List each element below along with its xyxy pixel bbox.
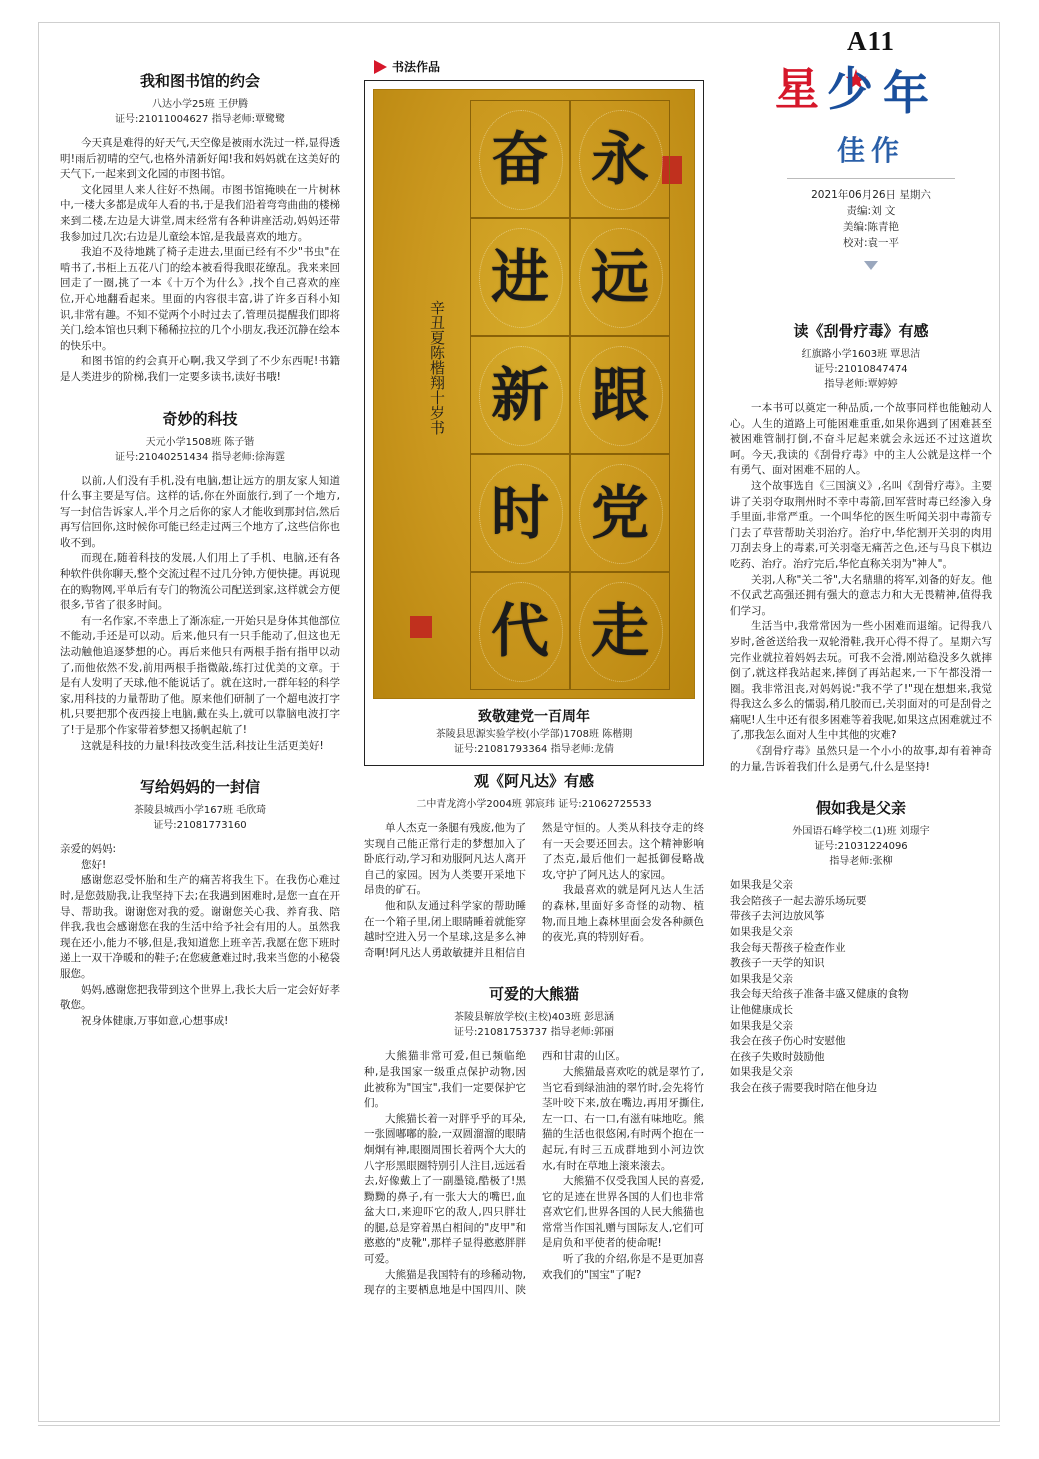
article-body <box>60 136 340 386</box>
article-byline: 茶陵县解放学校(主校)403班 彭思涵 <box>453 1012 615 1024</box>
paragraph: 亲爱的妈妈: <box>60 843 117 856</box>
calligraphy-grid <box>470 100 670 690</box>
paragraph: 这就是科技的力量!科技改变生活,科技让生活更美好! <box>81 739 324 752</box>
masthead-logo <box>771 62 971 127</box>
paragraph: 大熊猫最喜欢吃的就是翠竹了,当它看到绿油油的翠竹时,会先将竹茎叶咬下来,放在嘴边,再用牙撕住,左一口、右一口,有滋有味地吃。熊猫的生活也很悠闲,有时两个抱在一起玩,有时三五成群地到小河边饮水,有时在草地上滚来滚去。 <box>542 1065 704 1172</box>
calligraphy-feature <box>364 58 704 766</box>
masthead-date: 2021年06月26日 星期六 <box>811 189 931 201</box>
paragraph: 我迫不及待地跳了椅子走进去,里面已经有不少"书虫"在啃书了,书柜上五花八门的绘本被看得我眼花缭乱。我来来回回走了一圈,挑了一本《十万个为什么》,找个自己喜欢的座位,开心地翻看起来。里面的内容很丰富,讲了许多百科小知识,非常有趣。不知不觉两个小时过去了,管理员提醒我们即将关门,绘本馆也只剩下稀稀拉拉的几个小朋友,我还沉静在绘本的快乐中。 <box>60 246 340 352</box>
poem-line: 带孩子去河边放风筝 <box>730 910 825 923</box>
paragraph: 今天真是难得的好天气,天空像是被雨水洗过一样,显得透明!雨后初晴的空气,也格外清新好闻!我和妈妈就在这美好的天气下,一起来到文化园的市图书馆。 <box>60 137 340 181</box>
article-byline: 天元小学1508班 陈子锴 <box>145 436 255 448</box>
poem-line: 如果我是父亲 <box>730 1019 793 1032</box>
article-teacher: 指导老师:覃婷婷 <box>824 379 898 390</box>
logo-char-shao: 少 <box>827 62 873 116</box>
article-title: 观《阿凡达》有感 <box>473 772 594 790</box>
article-id: 证号:21081773160 <box>153 820 247 832</box>
article-id: 证号:21081753737 指导老师:郭丽 <box>454 1027 614 1039</box>
article-title: 奇妙的科技 <box>162 409 238 428</box>
paragraph: 祝身体健康,万事如意,心想事成! <box>81 1014 229 1027</box>
article-teacher: 指导老师:张柳 <box>829 856 893 868</box>
paragraph: 他和队友通过科学家的帮助睡在一个箱子里,闭上眼睛睡着就能穿越时空进入另一个星球,这是多么神奇啊!阿凡达人勇敢敏捷并且相信自然是守恒的。人类从科技夺走的终有一天会要还回去。这个精神影响了杰克,最后他们一起抵御侵略战攻,守护了阿凡达人的家园。 <box>364 822 704 959</box>
article-byline: 外国语石峰学校二(1)班 刘璟宇 <box>792 826 930 838</box>
article-if-i-were-father <box>730 797 992 1096</box>
calligraphy-cell <box>470 336 570 454</box>
masthead-ornament-icon <box>864 261 878 270</box>
paragraph: 我最喜欢的就是阿凡达人生活的森林,里面好多奇怪的动物、植物,而且地上森林里面会发各种颜色的夜光,真的特别好看。 <box>542 884 704 944</box>
column-left <box>60 70 340 1051</box>
article-byline: 茶陵县城西小学167班 毛欣琦 <box>133 805 267 817</box>
calligraphy-cell <box>470 100 570 218</box>
article-title: 我和图书馆的约会 <box>139 72 260 90</box>
paragraph: 这个故事选自《三国演义》,名叫《刮骨疗毒》。主要讲了关羽夺取荆州时不幸中毒箭,回军营时毒已经渗入身手里面,非常严重。一个叫华佗的医生听闻关羽中毒箭专门去了草营帮助关羽治疗。治疗中,华佗割开关羽的肉用刀刮去身上的毒素,可关羽毫无痛苦之色,还与马良下棋边吃药、治疗。治疗完后,华佗直称关羽为"神人"。 <box>730 479 992 570</box>
poem-line: 如果我是父亲 <box>730 1066 793 1079</box>
poem-line: 在孩子失败时鼓励他 <box>730 1050 825 1063</box>
feature-caption <box>373 707 695 757</box>
calligraphy-cell <box>470 218 570 336</box>
article-wonderful-technology <box>60 408 340 755</box>
article-body <box>364 821 704 961</box>
calligraphy-cell <box>570 454 670 572</box>
column-right <box>730 320 992 1119</box>
calligraphy-char: 进 <box>490 243 549 311</box>
calligraphy-char: 奋 <box>490 125 549 193</box>
calligraphy-char: 代 <box>490 597 549 665</box>
calligraphy-cell <box>570 218 670 336</box>
poem-line: 我会在孩子需要我时陪在他身边 <box>730 1081 877 1094</box>
calligraphy-char: 远 <box>590 243 649 311</box>
poem-line: 让他健康成长 <box>730 1004 793 1016</box>
feature-caption-title: 致敬建党一百周年 <box>478 709 590 725</box>
flag-icon <box>374 60 387 74</box>
article-cute-panda <box>364 983 704 1299</box>
poem-line: 如果我是父亲 <box>730 879 793 892</box>
calligraphy-char: 永 <box>590 125 649 193</box>
masthead-art-editor: 美编:陈青艳 <box>842 221 900 233</box>
paragraph: 听了我的介绍,你是不是更加喜欢我们的"国宝"了呢? <box>542 1253 704 1281</box>
paragraph: 大熊猫是我国特有的珍稀动物,现存的主要栖息地是中国四川、陕西和甘肃的山区。 <box>364 1050 626 1297</box>
paragraph: 一本书可以奠定一种品质,一个故事同样也能触动人心。人生的道路上可能困难重重,如果你遇到了困难甚至被困难管制打倒,不奋斗尼起来就会永远还不过这道坎呵。今天,我读的《刮骨疗毒》中的主人公就是这样一个有勇气、面对困难不屈的人。 <box>730 402 992 477</box>
paragraph: 大熊猫长着一对胖乎乎的耳朵,一张圆嘟嘟的脸,一双圆溜溜的眼睛炯炯有神,眼圈周围长着两个大大的八字形黑眼圈特别引人注目,远远看去,好像戴上了一副墨镜,酷极了!黑黝黝的鼻子,有一张大大的嘴巴,血盆大口,来迎吓它的敌人,四只胖壮的腿,总是穿着黑白相间的"皮甲"和憨憨的"皮靴",那样子显得憨憨胖胖可爱。 <box>364 1112 526 1266</box>
paragraph: 大熊猫非常可爱,但已频临绝种,是我国家一级重点保护动物,因此被称为"国宝",我们一定要保护它们。 <box>364 1050 526 1110</box>
masthead-divider <box>787 178 955 179</box>
paragraph: 有一名作家,不幸患上了渐冻症,一开始只是身体其他部位不能动,手还是可以动。后来,他只有一只手能动了,但这也无法动触他追逐梦想的心。再后来他只有两根手指有指甲以动了,而他依然不发,前用两根手指微敲,练打过优美的文章。于是有人发明了天球,他不能说话了。就在这时,一群年轻的科学家,用科技的力量帮助了他。原来他们研制了一个超电波打字机,只要把那个夜西接上电脑,戴在头上,就可以靠脑电波打字了!于是那个作家带着梦想又扬帆起航了! <box>60 614 340 736</box>
paragraph: 生活当中,我常常因为一些小困难而退缩。记得我八岁时,爸爸送给我一双轮滑鞋,我开心得不得了。星期六写完作业就拉着妈妈去玩。可我不会滑,刚站稳没多久就摔倒了,就这样我站起来,摔倒了再站起来,一下午都没滑一圈。我非常沮丧,对妈妈说:"我不学了!"现在想想来,我觉得我这么多么的懦弱,稍几胶而已,关羽面对的可是刮骨之痛呢!人生中还有很多困难等着我呢,如果这点困难就过不了,那我怎么面对人生中其他的灾难? <box>730 620 992 742</box>
calligraphy-char: 党 <box>590 479 649 547</box>
calligraphy-cell <box>470 572 570 690</box>
calligraphy-char: 新 <box>490 361 549 429</box>
article-library-date <box>60 70 340 386</box>
poem-line: 我会每天帮孩子检查作业 <box>730 941 846 954</box>
paragraph: 大熊猫不仅受我国人民的喜爱,它的足迹在世界各国的人们也非常喜欢它们,世界各国的人民大熊猫也常常当作国礼赠与国际友人,它们可是肩负和平使者的使命呢! <box>542 1175 704 1250</box>
calligraphy-cell <box>570 100 670 218</box>
poem-line: 如果我是父亲 <box>730 926 793 939</box>
paragraph: 《刮骨疗毒》虽然只是一个小小的故事,却有着神奇的力量,告诉着我们什么是勇气,什么是坚持! <box>730 745 992 773</box>
article-id: 证号:21011004627 指导老师:覃鹭鹭 <box>115 114 285 125</box>
calligraphy-char: 走 <box>590 597 649 665</box>
feature-caption-school: 茶陵县思源实验学校(小学部)1708班 陈楷期 <box>435 729 633 740</box>
paragraph: 关羽,人称"关二爷",大名鼎鼎的将军,刘备的好友。他不仅武艺高强还拥有强大的意志力和大无畏精神,值得我们学习。 <box>730 573 992 617</box>
calligraphy-cell <box>570 572 670 690</box>
masthead-proofreader: 校对:袁一平 <box>842 237 900 249</box>
article-body <box>60 842 340 1029</box>
logo-char-nian: 年 <box>883 66 929 120</box>
calligraphy-signature: 辛丑夏陈楷翔十岁书 <box>428 299 446 435</box>
calligraphy-cell <box>470 454 570 572</box>
poem-line: 我会陪孩子一起去游乐场玩要 <box>730 894 867 907</box>
masthead <box>752 26 990 270</box>
page-number: A11 <box>846 26 895 56</box>
article-body <box>730 401 992 775</box>
paragraph: 文化园里人来人往好不热闹。市图书馆掩映在一片树林中,一楼大多都是成年人看的书,于是我们沿着弯弯曲曲的楼梯来到二楼,左边是大讲堂,周末经常有各种讲座活动,妈妈还带我参加过几次;右边是儿童绘本馆,是我最喜欢的地方。 <box>60 183 340 243</box>
calligraphy-char: 跟 <box>590 361 649 429</box>
paragraph: 以前,人们没有手机,没有电脑,想让远方的朋友家人知道什么事主要是写信。这样的话,你在外面旅行,到了一个地方,写一封信告诉家人,半个月之后你的家人才能收到那封信,然后再写信回你,这时候你可能已经走过两三个地方了,这些信你也收不到。 <box>60 474 340 549</box>
poem-line: 我会在孩子伤心时安慰他 <box>730 1035 846 1048</box>
paragraph: 您好! <box>81 858 107 871</box>
article-letter-to-mother <box>60 776 340 1029</box>
article-id: 证号:21010847474 <box>814 364 908 375</box>
feature-label-text: 书法作品 <box>392 60 441 74</box>
paragraph: 和图书馆的约会真开心啊,我又学到了不少东西呢!书籍是人类进步的阶梯,我们一定要多读书,读好书哦! <box>60 355 340 383</box>
paragraph: 妈妈,感谢您把我带到这个世界上,我长大后一定会好好孝敬您。 <box>60 983 340 1012</box>
logo-char-xing: 星 <box>775 64 819 115</box>
article-title: 读《刮骨疗毒》有感 <box>793 322 929 340</box>
article-title: 可爱的大熊猫 <box>488 985 579 1004</box>
article-id: 证号:21031224096 <box>814 841 908 853</box>
page-bottom-rule <box>38 1425 1000 1426</box>
masthead-subtitle: 佳作 <box>836 134 905 167</box>
article-scraping-bone <box>730 320 992 775</box>
article-byline: 八达小学25班 王伊腾 <box>152 99 248 110</box>
paragraph: 单人杰克一条腿有残废,他为了实现自己能正常行走的梦想加入了卧底行动,学习和劝服阿凡达人离开自己的家园。因为人类要开采地下昂贵的矿石。 <box>364 822 526 897</box>
article-body <box>730 878 992 1096</box>
poem-line: 我会每天给孩子准备丰盛又健康的食物 <box>730 988 909 1001</box>
seal-icon-bottom <box>410 616 432 638</box>
calligraphy-image <box>373 89 695 699</box>
paragraph: 而现在,随着科技的发展,人们用上了手机、电脑,还有各种软件供你聊天,整个交流过程不过几分钟,方便快捷。再说现在的购物网,平单后有专门的物流公司配送到家,这样就会方便很多,节省了很多时间。 <box>60 552 340 612</box>
calligraphy-cell <box>570 336 670 454</box>
feature-box <box>364 80 704 766</box>
article-byline: 二中青龙湾小学2004班 郭宸玮 证号:21062725533 <box>416 799 652 810</box>
article-avatar-review <box>364 770 704 961</box>
article-title: 写给妈妈的一封信 <box>139 778 260 797</box>
paragraph: 感谢您忍受怀胎和生产的痛苦将我生下。在我伤心难过时,是您鼓励我,让我坚持下去;在我遇到困难时,是您一直在开导、帮助我。谢谢您对我的爱。谢谢您关心我、养育我、陪伴我,我也会感谢您在我的生活中给予社会有用的人。虽然我现在还小,能力不够,但是,我知道您上班辛苦,我愿在您下班时递上一双干净暖和的鞋子;在您疲惫难过时,我来当您的小秘袋服您。 <box>60 874 340 980</box>
feature-label <box>364 58 704 75</box>
article-body <box>60 474 340 755</box>
article-byline: 红旗路小学1603班 覃思洁 <box>801 349 921 360</box>
article-body <box>364 1049 704 1299</box>
poem-line: 如果我是父亲 <box>730 972 793 985</box>
calligraphy-char: 时 <box>490 479 549 547</box>
column-middle <box>364 770 704 1321</box>
poem-line: 教孩子一天学的知识 <box>730 957 825 970</box>
masthead-editor: 责编:刘 文 <box>846 205 896 217</box>
article-title: 假如我是父亲 <box>815 799 906 818</box>
article-id: 证号:21040251434 指导老师:徐海霆 <box>115 451 285 463</box>
feature-caption-id: 证号:21081793364 指导老师:龙倩 <box>454 744 614 755</box>
